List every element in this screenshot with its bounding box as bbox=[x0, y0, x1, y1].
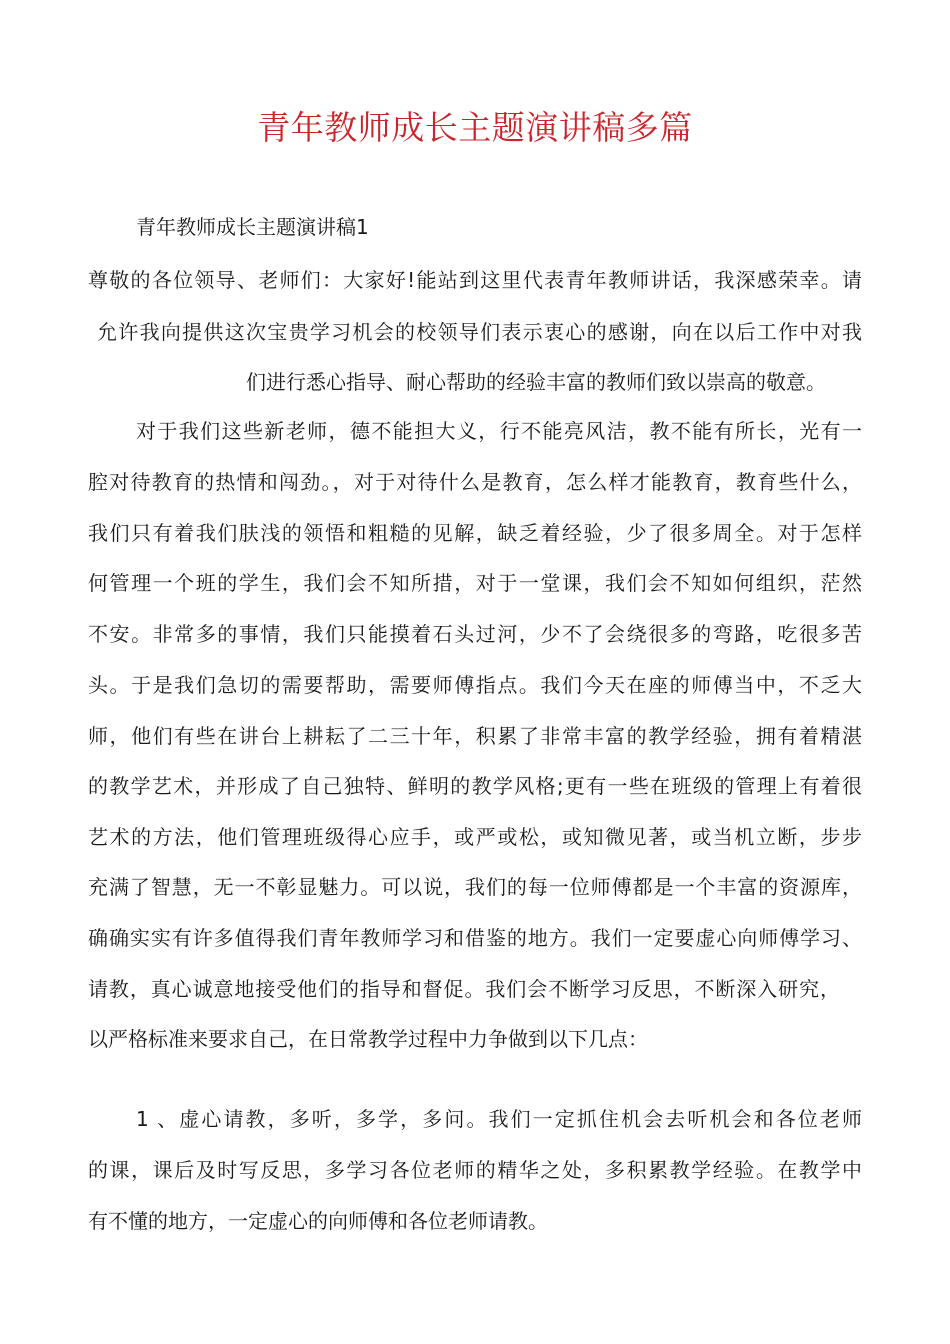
intro-line-1: 尊敬的各位领导、老师们：大家好!能站到这里代表青年教师讲话，我深感荣幸。请 bbox=[88, 268, 862, 292]
intro-line-3: 们进行悉心指导、耐心帮助的经验丰富的教师们致以崇高的敬意。 bbox=[246, 370, 826, 394]
body-line-2: 腔对待教育的热情和闯劲。，对于对待什么是教育，怎么样才能教育，教育些什么， bbox=[88, 470, 862, 494]
body-line-4: 何管理一个班的学生，我们会不知所措，对于一堂课，我们会不知如何组织，茫然 bbox=[88, 571, 862, 595]
body-line-6: 头。于是我们急切的需要帮助，需要师傅指点。我们今天在座的师傅当中，不乏大 bbox=[88, 673, 862, 697]
intro-line-2: 允许我向提供这次宝贵学习机会的校领导们表示衷心的感谢，向在以后工作中对我 bbox=[97, 320, 862, 344]
body-line-12: 请教，真心诚意地接受他们的指导和督促。我们会不断学习反思，不断深入研究， bbox=[88, 977, 840, 1001]
body-line-7: 师，他们有些在讲台上耕耘了二三十年，积累了非常丰富的教学经验，拥有着精湛 bbox=[88, 724, 862, 748]
body-line-13: 以严格标准来要求自己，在日常教学过程中力争做到以下几点： bbox=[88, 1027, 648, 1051]
body-line-3: 我们只有着我们肤浅的领悟和粗糙的见解，缺乏着经验，少了很多周全。对于怎样 bbox=[88, 521, 862, 545]
point-1-line-1: 1 、虚心请教，多听，多学，多问。我们一定抓住机会去听机会和各位老师 bbox=[136, 1107, 862, 1131]
section-heading: 青年教师成长主题演讲稿1 bbox=[136, 215, 369, 239]
page-title: 青年教师成长主题演讲稿多篇 bbox=[257, 108, 693, 147]
body-line-5: 不安。非常多的事情，我们只能摸着石头过河，少不了会绕很多的弯路，吃很多苦 bbox=[88, 622, 862, 646]
point-1-line-3: 有不懂的地方，一定虚心的向师傅和各位老师请教。 bbox=[88, 1209, 548, 1233]
body-line-8: 的教学艺术，并形成了自己独特、鲜明的教学风格;更有一些在班级的管理上有着很 bbox=[88, 774, 862, 798]
body-line-1: 对于我们这些新老师，德不能担大义，行不能亮风洁，教不能有所长，光有一 bbox=[136, 419, 862, 443]
body-line-10: 充满了智慧，无一不彰显魅力。可以说，我们的每一位师傅都是一个丰富的资源库， bbox=[88, 875, 862, 899]
body-line-11: 确确实实有许多值得我们青年教师学习和借鉴的地方。我们一定要虚心向师傅学习、 bbox=[88, 926, 862, 950]
point-1-line-2: 的课，课后及时写反思，多学习各位老师的精华之处，多积累教学经验。在教学中 bbox=[88, 1158, 862, 1182]
body-line-9: 艺术的方法，他们管理班级得心应手，或严或松，或知微见著，或当机立断，步步 bbox=[88, 825, 862, 849]
